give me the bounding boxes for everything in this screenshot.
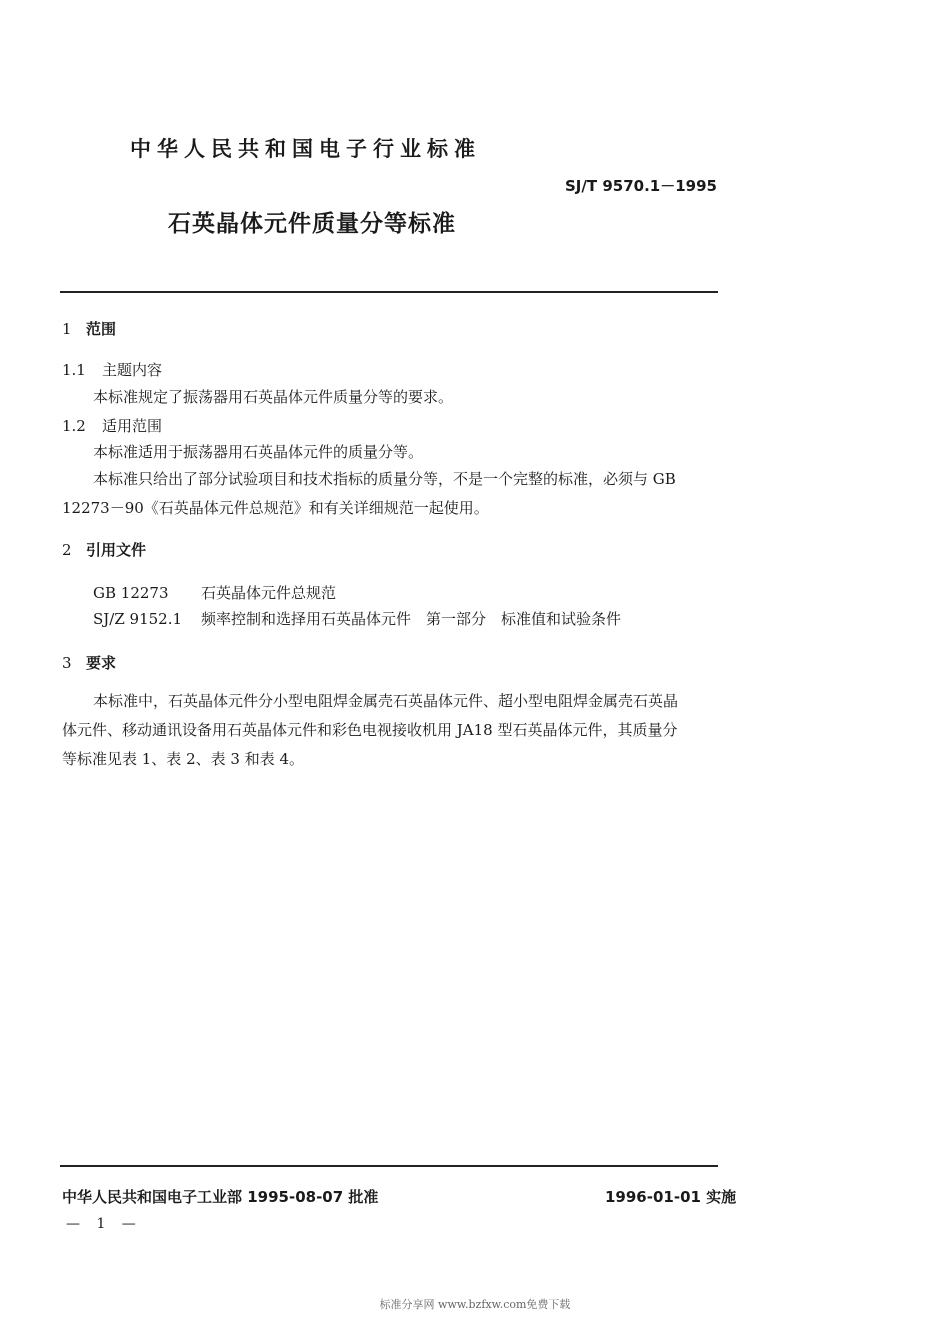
reference-title: 石英晶体元件总规范 bbox=[201, 584, 337, 602]
section-3-heading bbox=[62, 652, 116, 673]
reference-title: 频率控制和选择用石英晶体元件 第一部分 标准值和试验条件 bbox=[201, 610, 622, 628]
section-number: 1.1 bbox=[62, 361, 86, 379]
section-number: 1.2 bbox=[62, 417, 86, 435]
reference-code: SJ/Z 9152.1 bbox=[93, 610, 183, 628]
section-title: 范围 bbox=[86, 320, 117, 338]
section-1-2-text-1: 本标准适用于振荡器用石英晶体元件的质量分等。 bbox=[93, 443, 424, 461]
page-number: — 1 — bbox=[66, 1216, 142, 1232]
watermark: 标准分享网 www.bzfxw.com免费下载 bbox=[379, 1298, 571, 1311]
reference-item bbox=[93, 582, 336, 603]
org-title: 中华人民共和国电子行业标准 bbox=[130, 137, 481, 161]
section-3-text-3: 等标准见表 1、表 2、表 3 和表 4。 bbox=[62, 750, 305, 768]
header-divider bbox=[60, 291, 718, 293]
section-2-heading bbox=[62, 539, 146, 560]
section-number: 1 bbox=[62, 320, 72, 338]
section-3-text-1: 本标准中，石英晶体元件分小型电阻焊金属壳石英晶体元件、超小型电阻焊金属壳石英晶 bbox=[93, 692, 679, 710]
section-title: 主题内容 bbox=[102, 361, 163, 379]
effective-date: 1996-01-01 实施 bbox=[605, 1188, 737, 1206]
section-title: 适用范围 bbox=[102, 417, 163, 435]
section-number: 3 bbox=[62, 654, 72, 672]
approval-info: 中华人民共和国电子工业部 1995-08-07 批准 bbox=[62, 1188, 379, 1206]
document-title: 石英晶体元件质量分等标准 bbox=[168, 211, 456, 237]
section-1-1-heading bbox=[62, 359, 162, 380]
standard-number: SJ/T 9570.1－1995 bbox=[565, 177, 717, 195]
section-title: 引用文件 bbox=[86, 541, 147, 559]
section-1-heading bbox=[62, 318, 116, 339]
section-1-2-text-2b: 12273－90《石英晶体元件总规范》和有关详细规范一起使用。 bbox=[62, 499, 489, 517]
footer-divider bbox=[60, 1165, 718, 1167]
section-number: 2 bbox=[62, 541, 72, 559]
section-1-2-heading bbox=[62, 415, 162, 436]
section-1-2-text-2a: 本标准只给出了部分试验项目和技术指标的质量分等，不是一个完整的标准，必须与 GB bbox=[93, 470, 676, 488]
section-title: 要求 bbox=[86, 654, 117, 672]
reference-item bbox=[93, 608, 621, 629]
section-3-text-2: 体元件、移动通讯设备用石英晶体元件和彩色电视接收机用 JA18 型石英晶体元件，其质量分 bbox=[62, 721, 678, 739]
section-1-1-text: 本标准规定了振荡器用石英晶体元件质量分等的要求。 bbox=[93, 388, 454, 406]
reference-code: GB 12273 bbox=[93, 584, 169, 602]
